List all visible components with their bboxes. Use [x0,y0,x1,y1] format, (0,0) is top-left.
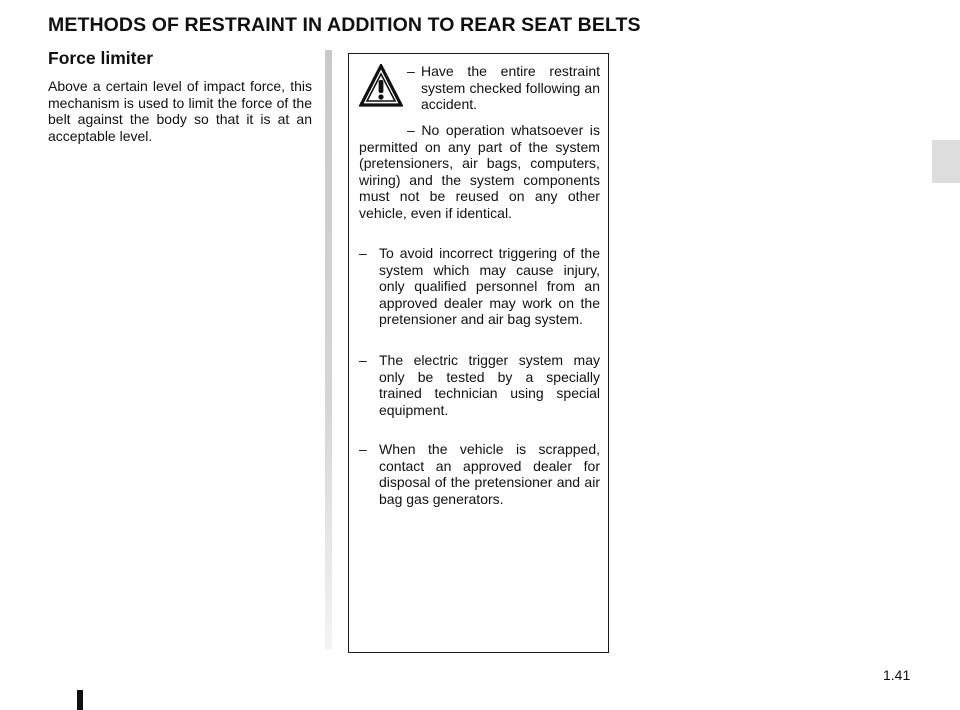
warning-item-text: The electric trigger system may only be tested by a specially trained technician using special equipment. [379,352,600,418]
warning-item [359,122,600,222]
intro-paragraph: Above a certain level of impact force, this mechanism is used to limit the force of the belt against the body so that it is at an acceptable level. [48,78,312,144]
warning-item-text: To avoid incorrect triggering of the system which may cause injury, only qualified personnel from an approved dealer may work on the pretensioner and air bag system. [379,245,600,328]
dash-bullet: – [407,63,415,79]
section-heading: Force limiter [48,48,154,68]
warning-item [407,63,600,113]
warning-item-text: Have the entire restraint system checked following an accident. [421,63,600,113]
column-divider [325,50,332,650]
warning-item-text: When the vehicle is scrapped, contact an approved dealer for disposal of the pretensioner and air bag gas generators. [379,441,600,507]
page-number: 1.41 [883,667,911,683]
corner-mark [77,690,83,710]
dash-bullet: – [359,245,367,261]
warning-item [359,352,600,418]
chapter-side-tab [932,140,960,183]
warning-item [359,245,600,328]
warning-box [348,53,609,653]
dash-bullet: – [407,122,415,138]
warning-item [359,441,600,507]
warning-triangle-icon [359,64,403,108]
warning-item-text: No operation whatsoever is permitted on any part of the system (pretensioners, air bags, computers, wiring) and the system components must not be reused on any other vehicle, even if identical. [359,122,600,221]
dash-bullet: – [359,441,367,457]
page-title: METHODS OF RESTRAINT IN ADDITION TO REAR SEAT BELTS [48,14,641,36]
dash-bullet: – [359,352,367,368]
